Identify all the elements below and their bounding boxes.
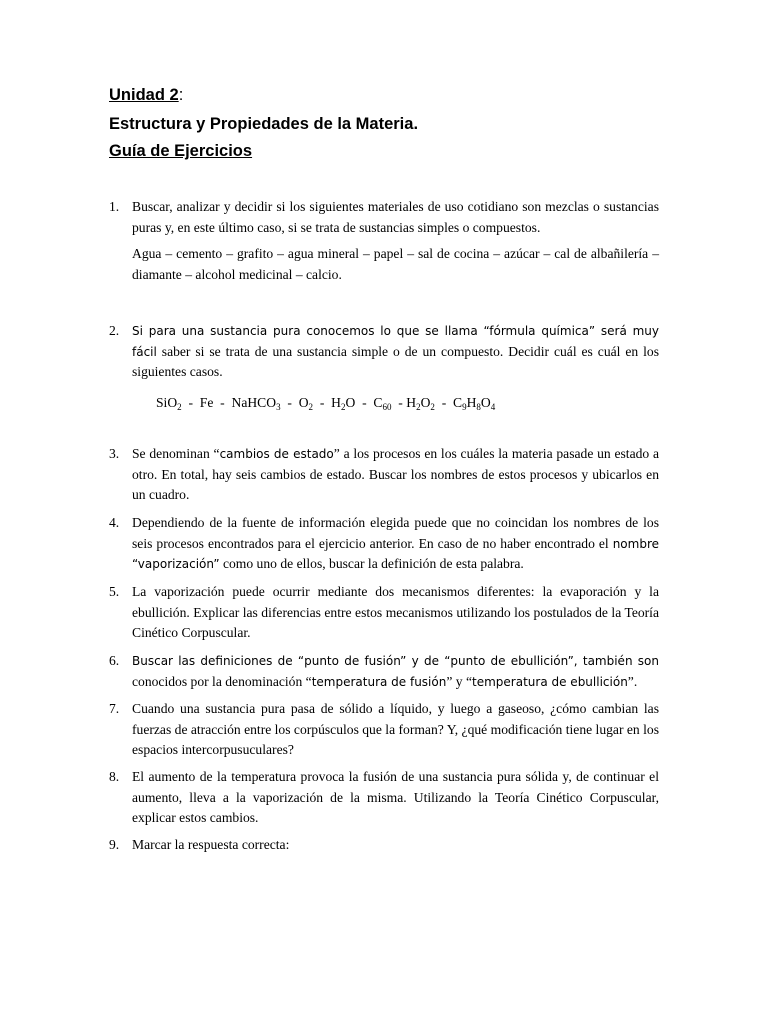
exercise-item-1 [109,197,659,285]
exercise-item-3: 3. Se denominan “cambios de estado” a los procesos en los cuáles la materia pasade un estado a otro. En total, hay seis cambios de estado. Buscar los nombres de estos procesos y ubicarlos en un cuadro. [109,446,660,502]
exercise-item-7 [109,699,659,761]
exercise-text: Buscar las definiciones de “punto de fusión” y de “punto de ebullición”, también son [132,654,659,668]
highlight-term: cambios de estado [219,447,334,461]
guide-title: Guía de Ejercicios [109,142,253,160]
exercise-text: Si para una sustancia pura conocemos lo que se llama “fórmula química” será muy fácil [132,324,659,359]
unit-label: Unidad 2 [109,86,179,104]
exercise-number: 4. [109,515,120,530]
formula-sio2: SiO$_2$ [156,394,182,412]
exercise-text: Buscar, analizar y decidir si los siguientes materiales de uso cotidiano son mezclas o sustancias puras y, en este último caso, si se trata de sustancias simples o compuestos. [132,199,659,235]
document-subtitle: Estructura y Propiedades de la Materia. [109,115,419,133]
exercise-text: Cuando una sustancia pura pasa de sólido a líquido, y luego a gaseoso, ¿cómo cambian las fuerzas de atracción entre los corpúsculos que la forman? Y, ¿qué modificación tiene lugar en los espacios intercorpusuculares? [132,701,659,757]
term-fusion: temperatura de fusión [311,674,447,689]
exercise-number: 3. [109,446,120,461]
exercise-item-4: 4. Dependiendo de la fuente de información elegida puede que no coincidan los nombres de los seis procesos encontrados para el ejercicio anterior. En caso de no haber encontrado el nombre “vaporización” como uno de ellos, buscar la definición de esta palabra. [109,515,659,571]
formula-o2: $O_2$ [298,394,314,412]
exercise-text: Marcar la respuesta correcta: [132,837,290,852]
formula-h2o2: $H_2O_2$ [406,394,435,412]
unit-colon: : [178,86,184,104]
highlight-term: nombre “vaporización” [132,536,659,571]
term-ebullicion: temperatura de ebullición [472,674,628,689]
formula-h2o: $H_2O$ [331,394,356,412]
formula-list: SiO$_2$ - Fe - NaHCO$_3$ - $O_2 - H_2O - C_{60} - H_2O_2 - C_9H_8O_4$ [156,394,496,412]
exercise-number: 7. [109,701,120,716]
formula-c60: $C_{60}$ [373,394,392,412]
exercise-text: La vaporización puede ocurrir mediante dos mecanismos diferentes: la evaporación y la ebullición. Explicar las diferencias entre estos mecanismos utilizando los postulados de la Teoría Cinético Corpuscular. [132,584,659,640]
exercise-text: El aumento de la temperatura provoca la fusión de una sustancia pura sólida y, de continuar el aumento, lleva a la vaporización de la misma. Utilizando la Teoría Cinético Corpuscular, explicar estos cambios. [132,769,659,825]
formula-fe: Fe [199,394,214,410]
exercise-number: 6. [109,653,120,668]
exercise-number: 5. [109,584,120,599]
exercise-item-8 [109,767,659,829]
exercise-item-6: 6. Buscar las definiciones de “punto de fusión” y de “punto de ebullición”, también son conocidos por la denominación “temperatura de fusión” y “temperatura de ebullición”. [109,653,659,689]
exercise-number: 8. [109,769,120,784]
exercise-number: 1. [109,199,120,214]
exercise-item-2 [109,321,659,413]
formula-nahco3: NaHCO$_3$ [231,394,281,412]
materials-list: Agua – cemento – grafito – agua mineral – papel – sal de cocina – azúcar – cal de albañilería – diamante – alcohol medicinal – calcio. [132,246,659,282]
exercise-text-cont: saber si se trata de una sustancia simple o de un compuesto. Decidir cuál es cuál en los siguientes casos. [132,343,659,379]
formula-c9h8o4: $C_9H_8O_4$ [453,394,496,412]
exercise-number: 2. [109,323,120,338]
exercise-item-5 [109,582,659,644]
unit-heading [109,85,183,105]
exercise-number: 9. [109,837,120,852]
exercise-item-9 [109,835,659,856]
